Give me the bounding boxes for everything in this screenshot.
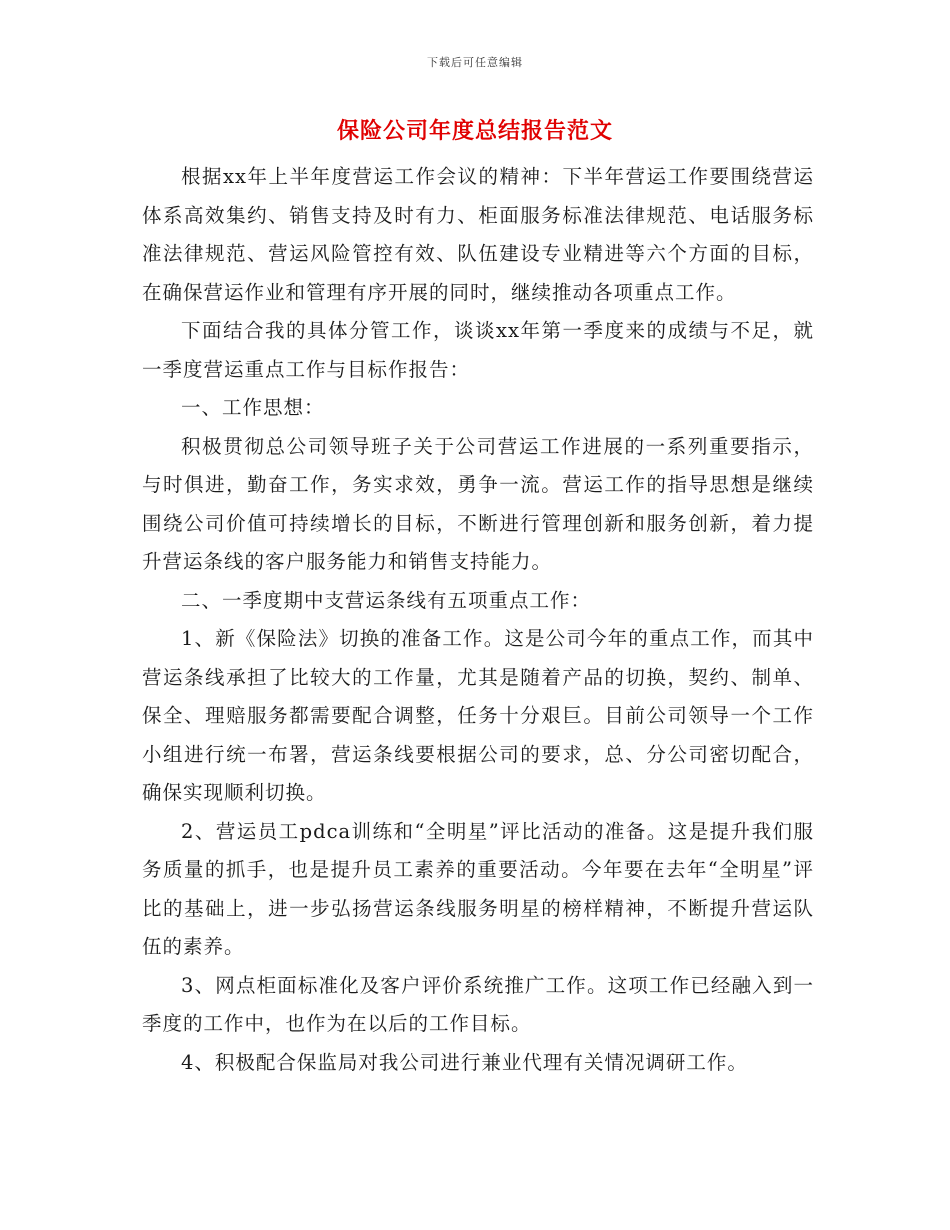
document-title: 保险公司年度总结报告范文: [336, 118, 613, 144]
paragraph-intro: 根据xx年上半年度营运工作会议的精神：下半年营运工作要围绕营运体系高效集约、销售支持及时有力、柜面服务标准法律规范、电话服务标准法律规范、营运风险管控有效、队伍建设专业精进等六个方面的目标，在确保营运作业和管理有序开展的同时，继续推动各项重点工作。: [142, 165, 814, 304]
paragraph-overview: 下面结合我的具体分管工作，谈谈xx年第一季度来的成绩与不足，就一季度营运重点工作与目标作报告：: [142, 319, 814, 381]
paragraph-task-4: 4、积极配合保监局对我公司进行兼业代理有关情况调研工作。: [181, 1050, 748, 1074]
paragraph-task-2: 2、营运员工pdca训练和“全明星”评比活动的准备。这是提升我们服务质量的抓手，也是提升员工素养的重要活动。今年要在去年“全明星”评比的基础上，进一步弘扬营运条线服务明星的榜样精神，不断提升营运队伍的素养。: [142, 819, 814, 958]
paragraph-task-3: 3、网点柜面标准化及客户评价系统推广工作。这项工作已经融入到一季度的工作中，也作为在以后的工作目标。: [142, 973, 814, 1035]
paragraph-task-1: 1、新《保险法》切换的准备工作。这是公司今年的重点工作，而其中营运条线承担了比较大的工作量，尤其是随着产品的切换，契约、制单、保全、理赔服务都需要配合调整，任务十分艰巨。目前公司领导一个工作小组进行统一布署，营运条线要根据公司的要求，总、分公司密切配合，确保实现顺利切换。: [142, 627, 814, 804]
section-heading-key-tasks: 二、一季度期中支营运条线有五项重点工作：: [181, 588, 592, 612]
document-body: [142, 158, 814, 1082]
section-heading-work-thought: 一、工作思想：: [181, 396, 325, 419]
paragraph-work-thought: 积极贯彻总公司领导班子关于公司营运工作进展的一系列重要指示，与时俱进，勤奋工作，务实求效，勇争一流。营运工作的指导思想是继续围绕公司价值可持续增长的目标，不断进行管理创新和服务创新，着力提升营运条线的客户服务能力和销售支持能力。: [142, 434, 814, 573]
header-note: 下载后可任意编辑: [427, 56, 523, 69]
